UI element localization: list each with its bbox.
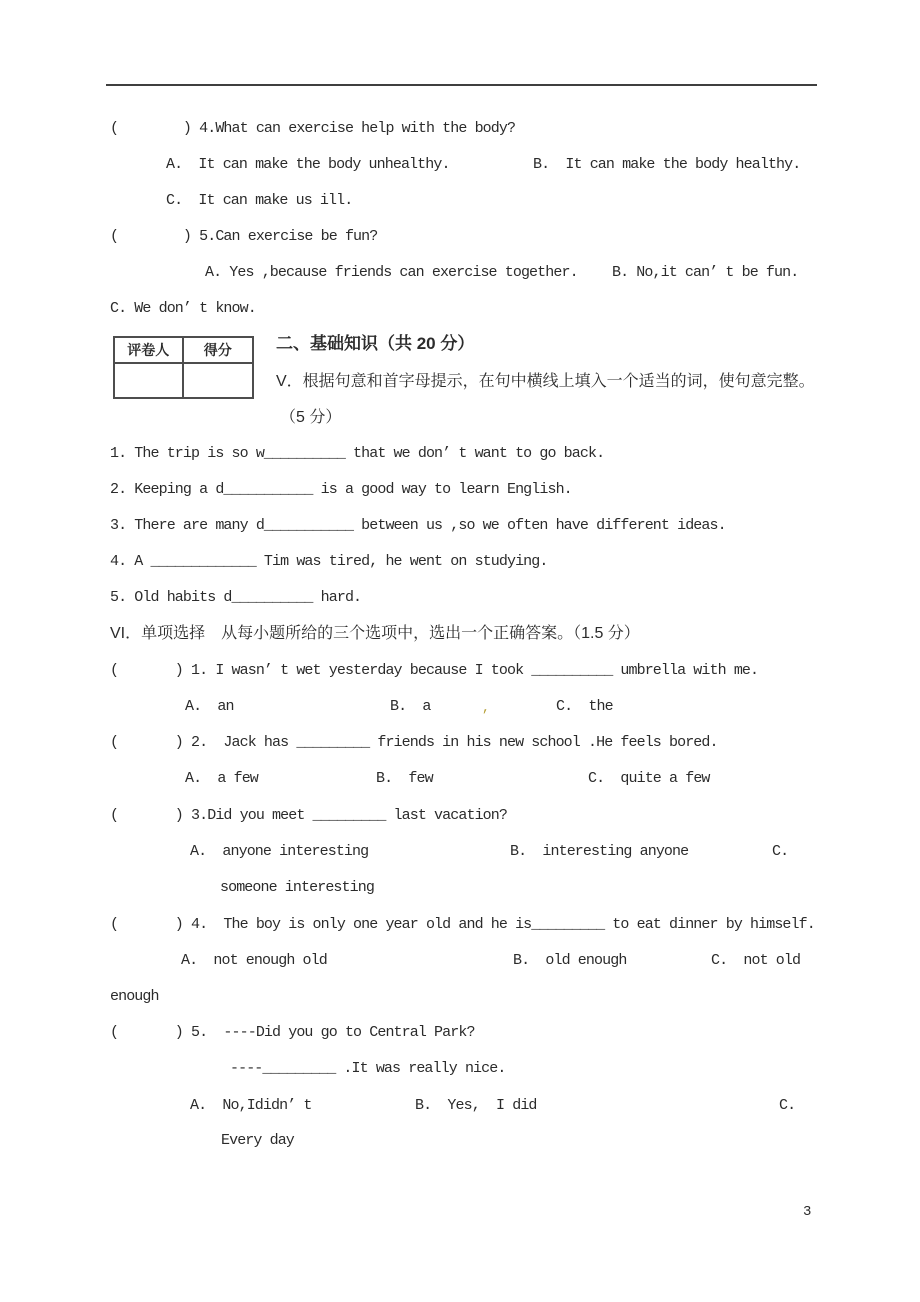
page-number: 3	[803, 1204, 812, 1220]
score-table-score-cell	[184, 364, 253, 397]
partVI-q1-stem: ( ) 1. I wasn’ t wet yesterday because I took __________ umbrella with me.	[110, 662, 759, 679]
partVI-q2-stem: ( ) 2. Jack has _________ friends in his new school .He feels bored.	[110, 734, 718, 751]
partVI-q4-option-a: A. not enough old	[181, 952, 327, 969]
partVI-q1-option-b: B. a	[390, 698, 431, 715]
partV-points: （5 分）	[280, 409, 342, 426]
reading-q4-option-b: B. It can make the body healthy.	[533, 156, 801, 173]
reading-q4-stem: ( ) 4.What can exercise help with the body?	[110, 120, 516, 137]
reading-q5-option-a: A. Yes ,because friends can exercise together.	[205, 264, 578, 281]
partV-item-3: 3. There are many d___________ between us ,so we often have different ideas.	[110, 517, 726, 534]
partVI-q5-answer-line: ----_________ .It was really nice.	[230, 1060, 506, 1077]
score-table-grader-header: 评卷人	[115, 338, 184, 364]
partVI-q3-option-a: A. anyone interesting	[190, 843, 369, 860]
partVI-q3-option-b: B. interesting anyone	[510, 843, 689, 860]
reading-q5-option-c: C. We don’ t know.	[110, 300, 256, 317]
partVI-q3-option-c: C.	[772, 843, 789, 860]
partVI-q1-option-c: C. the	[556, 698, 613, 715]
score-table-grader-cell	[115, 364, 184, 397]
partVI-q2-option-c: C. quite a few	[588, 770, 710, 787]
reading-q4-option-c: C. It can make us ill.	[166, 192, 353, 209]
partVI-q5-stem: ( ) 5. ----Did you go to Central Park?	[110, 1024, 475, 1041]
partV-item-1: 1. The trip is so w__________ that we don’ t want to go back.	[110, 445, 605, 462]
partVI-q5-option-b: B. Yes, I did	[415, 1097, 537, 1114]
partVI-instruction: VI．单项选择 从每小题所给的三个选项中，选出一个正确答案。（1.5 分）	[110, 625, 640, 642]
partVI-q4-option-c: C. not old	[711, 952, 801, 969]
partVI-q3-option-c-cont: someone interesting	[220, 879, 374, 896]
score-table	[113, 336, 254, 399]
section2-title: 二、基础知识（共 20 分）	[276, 334, 475, 353]
score-table-score-header: 得分	[184, 338, 253, 364]
partV-item-2: 2. Keeping a d___________ is a good way to learn English.	[110, 481, 572, 498]
partVI-q4-stem: ( ) 4. The boy is only one year old and he is_________ to eat dinner by himself.	[110, 916, 815, 933]
partV-item-5: 5. Old habits d__________ hard.	[110, 589, 362, 606]
reading-q5-stem: ( ) 5.Can exercise be fun?	[110, 228, 378, 245]
partVI-q2-option-a: A. a few	[185, 770, 258, 787]
partVI-q2-option-b: B. few	[376, 770, 433, 787]
partV-instruction: V．根据句意和首字母提示，在句中横线上填入一个适当的词，使句意完整。	[276, 373, 815, 390]
partVI-q5-option-c-cont: Every day	[221, 1132, 294, 1149]
partVI-q5-option-c: C.	[779, 1097, 796, 1114]
partVI-q5-option-a: A. No,Ididn’ t	[190, 1097, 312, 1114]
header-divider-line	[106, 84, 817, 86]
partVI-q4-option-c-cont: enough	[110, 988, 159, 1005]
stray-annotation-mark: ,	[482, 700, 490, 715]
partVI-q4-option-b: B. old enough	[513, 952, 627, 969]
partVI-q3-stem: ( ) 3.Did you meet _________ last vacation?	[110, 807, 507, 824]
partV-item-4: 4. A _____________ Tim was tired, he went on studying.	[110, 553, 548, 570]
reading-q4-option-a: A. It can make the body unhealthy.	[166, 156, 450, 173]
partVI-q1-option-a: A. an	[185, 698, 234, 715]
reading-q5-option-b: B. No,it can’ t be fun.	[612, 264, 799, 281]
